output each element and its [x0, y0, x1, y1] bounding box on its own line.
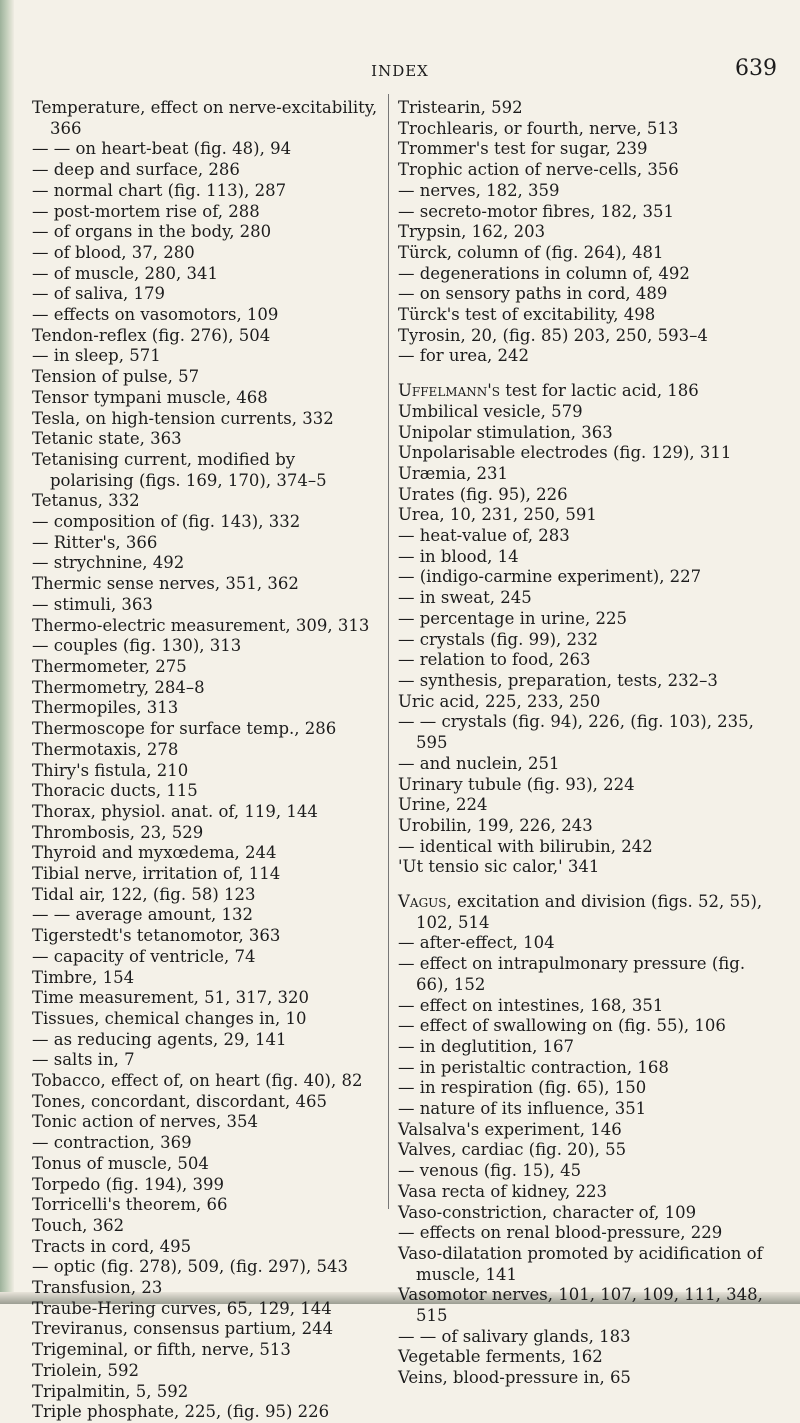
index-entry: Thiry's fistula, 210	[32, 760, 189, 780]
index-entry: — strychnine, 492	[32, 553, 185, 573]
index-entry: Urine, 224	[398, 795, 488, 815]
index-entry: Türck, column of (fig. 264), 481	[398, 242, 664, 262]
index-entry: — synthesis, preparation, tests, 232–3	[398, 670, 718, 690]
index-entry: Vaso-dilatation promoted by acidification of muscle, 141	[398, 1243, 768, 1284]
index-entry: Unipolar stimulation, 363	[398, 422, 613, 442]
index-entry: — for urea, 242	[398, 346, 530, 366]
index-entry: Thermometry, 284–8	[32, 677, 205, 697]
index-entry: — effect on intrapulmonary pressure (fig. 66), 152	[398, 954, 751, 994]
index-entry: Vaso-constriction, character of, 109	[398, 1202, 697, 1222]
index-entry: — relation to food, 263	[398, 650, 591, 670]
index-entry: Tones, concordant, discordant, 465	[32, 1091, 328, 1111]
index-entry: — in sweat, 245	[398, 588, 532, 608]
index-entry: — post-mortem rise of, 288	[32, 201, 260, 221]
index-entry: Thermometer, 275	[32, 656, 187, 676]
entry-text: test for lactic acid, 186	[500, 381, 699, 401]
index-entry: — Ritter's, 366	[32, 532, 158, 552]
index-entry: Touch, 362	[32, 1215, 125, 1235]
index-entry: Thermotaxis, 278	[32, 739, 179, 759]
index-entry: Traube-Hering curves, 65, 129, 144	[32, 1298, 332, 1318]
index-entry: Torricelli's theorem, 66	[32, 1195, 228, 1215]
index-entry: Thrombosis, 23, 529	[32, 822, 204, 842]
index-entry: Tendon-reflex (fig. 276), 504	[32, 325, 271, 345]
index-column-right	[398, 98, 778, 1389]
index-entry: — (indigo-carmine experiment), 227	[398, 567, 702, 587]
page-binding-shadow	[0, 0, 14, 1304]
index-entry: Torpedo (fig. 194), 399	[32, 1174, 225, 1194]
index-entry: Thorax, physiol. anat. of, 119, 144	[32, 801, 318, 821]
running-head: INDEX	[371, 62, 429, 80]
index-entry: Tensor tympani muscle, 468	[32, 387, 268, 407]
index-entry: — identical with bilirubin, 242	[398, 836, 653, 856]
index-entry: — heat-value of, 283	[398, 526, 570, 546]
index-entry: Urates (fig. 95), 226	[398, 484, 568, 504]
index-entry: Trigeminal, or fifth, nerve, 513	[32, 1340, 291, 1360]
index-entry: Valsalva's experiment, 146	[398, 1119, 622, 1139]
index-entry: Tristearin, 592	[398, 98, 523, 117]
index-entry: — contraction, 369	[32, 1133, 192, 1153]
index-entry: Vegetable ferments, 162	[398, 1347, 603, 1367]
index-entry: — normal chart (fig. 113), 287	[32, 180, 287, 200]
index-entry: — nature of its influence, 351	[398, 1099, 647, 1119]
index-entry: — venous (fig. 15), 45	[398, 1161, 582, 1181]
index-entry: — and nuclein, 251	[398, 753, 560, 773]
index-entry: Tonic action of nerves, 354	[32, 1112, 258, 1132]
index-entry: Trypsin, 162, 203	[398, 222, 546, 242]
index-entry: Thermopiles, 313	[32, 698, 179, 718]
index-entry: Tibial nerve, irritation of, 114	[32, 864, 281, 884]
index-entry: Time measurement, 51, 317, 320	[32, 988, 310, 1008]
index-entry: Unpolarisable electrodes (fig. 129), 311	[398, 443, 732, 463]
index-entry: Uric acid, 225, 233, 250	[398, 691, 601, 711]
index-entry: Tetanising current, modified by polarising (figs. 169, 170), 374–5	[32, 449, 327, 490]
index-entry: — stimuli, 363	[32, 594, 153, 614]
index-entry: Tidal air, 122, (fig. 58) 123	[32, 884, 256, 904]
index-entry: — effects on vasomotors, 109	[32, 305, 279, 325]
index-entry: Triple phosphate, 225, (fig. 95) 226	[32, 1402, 330, 1422]
index-entry: Tripalmitin, 5, 592	[32, 1381, 189, 1401]
page-number: 639	[735, 56, 777, 81]
section-gap	[398, 878, 778, 892]
index-entry: Transfusion, 23	[32, 1278, 163, 1298]
index-entry: Thyroid and myxœdema, 244	[32, 843, 277, 863]
index-entry: — of muscle, 280, 341	[32, 263, 219, 283]
index-entry: Vasa recta of kidney, 223	[398, 1181, 608, 1201]
index-entry: Treviranus, consensus partium, 244	[32, 1319, 334, 1339]
index-entry: Tobacco, effect of, on heart (fig. 40), 82	[32, 1071, 363, 1091]
index-entry: Thermic sense nerves, 351, 362	[32, 574, 299, 594]
section-gap	[398, 367, 778, 381]
index-entry: Uræmia, 231	[398, 463, 509, 483]
index-entry: — — crystals (fig. 94), 226, (fig. 103), 235, 595	[398, 712, 760, 753]
index-entry: — in deglutition, 167	[398, 1036, 575, 1056]
index-entry: Tetanic state, 363	[32, 429, 182, 449]
index-entry: — in peristaltic contraction, 168	[398, 1057, 669, 1077]
index-entry: Thoracic ducts, 115	[32, 781, 198, 801]
index-entry: Triolein, 592	[32, 1360, 140, 1380]
index-entry: Trophic action of nerve-cells, 356	[398, 160, 679, 180]
index-entry: — of organs in the body, 280	[32, 222, 272, 242]
entry-text: , excitation and division (figs. 52, 55), 102, 514	[416, 892, 768, 932]
index-entry: — — on heart-beat (fig. 48), 94	[32, 139, 292, 159]
index-entry	[398, 381, 778, 402]
index-column-left	[32, 98, 383, 1423]
entry-headword: Uffelmann's	[398, 381, 500, 401]
index-entry: Tesla, on high-tension currents, 332	[32, 408, 334, 428]
index-entry: — on sensory paths in cord, 489	[398, 284, 668, 304]
index-entry: — optic (fig. 278), 509, (fig. 297), 543	[32, 1257, 348, 1277]
index-entry: — — of salivary glands, 183	[398, 1326, 631, 1346]
index-entry: — capacity of ventricle, 74	[32, 946, 256, 966]
index-entry: Tension of pulse, 57	[32, 367, 200, 387]
index-entry: — couples (fig. 130), 313	[32, 636, 242, 656]
index-entry: — — average amount, 132	[32, 905, 253, 925]
index-entry: Tetanus, 332	[32, 491, 140, 511]
index-entry: Trochlearis, or fourth, nerve, 513	[398, 118, 679, 138]
index-entry: Thermo-electric measurement, 309, 313	[32, 615, 370, 635]
index-entry: — effects on renal blood-pressure, 229	[398, 1223, 723, 1243]
index-entry: — effect of swallowing on (fig. 55), 106	[398, 1016, 726, 1036]
index-entry: — deep and surface, 286	[32, 160, 240, 180]
index-entry: Trommer's test for sugar, 239	[398, 139, 648, 159]
index-entry: 'Ut tensio sic calor,' 341	[398, 857, 600, 877]
index-entry: Umbilical vesicle, 579	[398, 401, 583, 421]
column-divider	[388, 94, 389, 1209]
index-entry: — composition of (fig. 143), 332	[32, 512, 301, 532]
index-entry: — effect on intestines, 168, 351	[398, 995, 664, 1015]
index-entry: — salts in, 7	[32, 1050, 135, 1070]
index-entry: — of saliva, 179	[32, 284, 166, 304]
index-entry: Valves, cardiac (fig. 20), 55	[398, 1140, 627, 1160]
index-entry: — percentage in urine, 225	[398, 608, 627, 628]
entry-headword: Vagus	[398, 892, 447, 912]
index-entry: — after-effect, 104	[398, 933, 555, 953]
index-entry: — in sleep, 571	[32, 346, 161, 366]
index-entry: — in respiration (fig. 65), 150	[398, 1078, 647, 1098]
index-entry: — in blood, 14	[398, 546, 519, 566]
index-entry: Tracts in cord, 495	[32, 1236, 192, 1256]
index-entry: Temperature, effect on nerve-excitability, 366	[32, 98, 383, 138]
index-entry: Urobilin, 199, 226, 243	[398, 815, 593, 835]
index-entry: Veins, blood-pressure in, 65	[398, 1368, 631, 1388]
index-entry: Vasomotor nerves, 101, 107, 109, 111, 348, 515	[398, 1285, 769, 1326]
index-entry: Thermoscope for surface temp., 286	[32, 719, 337, 739]
index-entry: — degenerations in column of, 492	[398, 263, 690, 283]
index-entry: — as reducing agents, 29, 141	[32, 1029, 287, 1049]
index-entry	[398, 892, 778, 933]
index-entry: Tissues, chemical changes in, 10	[32, 1008, 307, 1028]
index-entry: Tonus of muscle, 504	[32, 1153, 209, 1173]
index-entry: — nerves, 182, 359	[398, 180, 560, 200]
index-entry: Türck's test of excitability, 498	[398, 305, 656, 325]
index-entry: Timbre, 154	[32, 967, 135, 987]
index-entry: Tigerstedt's tetanomotor, 363	[32, 926, 281, 946]
index-entry: — of blood, 37, 280	[32, 242, 195, 262]
index-entry: Urinary tubule (fig. 93), 224	[398, 774, 635, 794]
index-entry: Tyrosin, 20, (fig. 85) 203, 250, 593–4	[398, 325, 708, 345]
index-entry: Urea, 10, 231, 250, 591	[398, 505, 597, 525]
index-entry: — crystals (fig. 99), 232	[398, 629, 599, 649]
index-entry: — secreto-motor fibres, 182, 351	[398, 201, 674, 221]
